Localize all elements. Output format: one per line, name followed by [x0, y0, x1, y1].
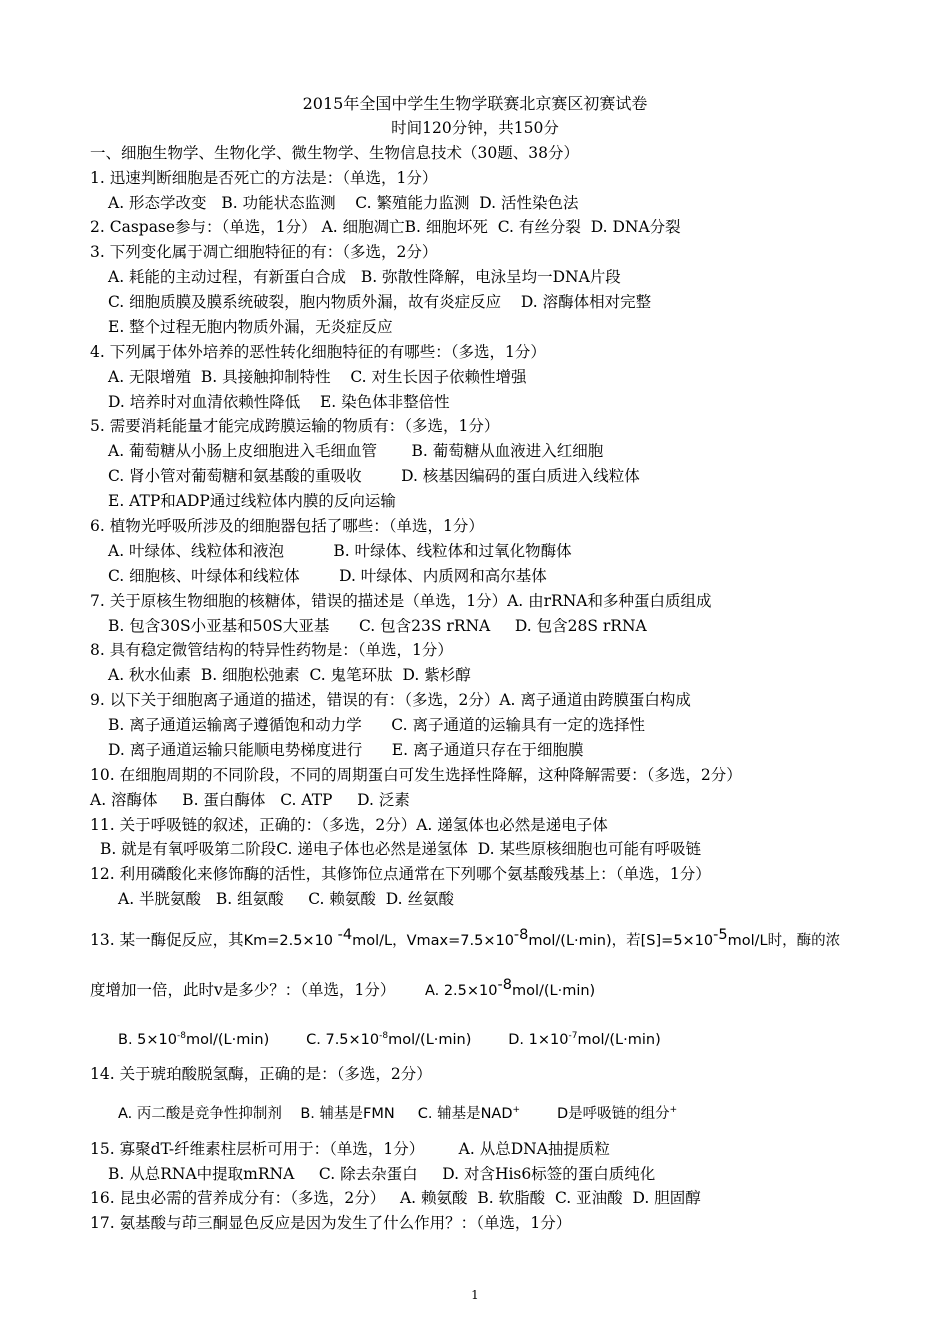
q13-question: 度增加一倍，此时v是多少？：（单选，1分） [90, 981, 396, 999]
question-2: 2. Caspase参与：（单选，1分） A. 细胞凋亡B. 细胞坏死 C. 有丝分裂 D. DNA分裂 [90, 218, 681, 236]
question-1: 1. 迅速判断细胞是否死亡的方法是：（单选，1分） [90, 169, 438, 187]
question-10-options: A. 溶酶体 B. 蛋白酶体 C. ATP D. 泛素 [90, 791, 410, 809]
question-9: 9. 以下关于细胞离子通道的描述，错误的有：（多选，2分）A. 离子通道由跨膜蛋白构成 [90, 691, 691, 709]
question-6: 6. 植物光呼吸所涉及的细胞器包括了哪些：（单选，1分） [90, 517, 484, 535]
q13-substrate-unit: mol/L时，酶的浓 [727, 933, 841, 949]
q13-substrate-exponent: -5 [713, 926, 728, 943]
question-3-option-cd: C. 细胞质膜及膜系统破裂，胞内物质外漏，故有炎症反应 D. 溶酶体相对完整 [108, 293, 652, 311]
question-15: 15. 寡聚dT-纤维素柱层析可用于：（单选，1分） A. 从总DNA抽提质粒 [90, 1140, 610, 1158]
question-9-options-bc: B. 离子通道运输离子遵循饱和动力学 C. 离子通道的运输具有一定的选择性 [108, 716, 645, 734]
question-3: 3. 下列变化属于凋亡细胞特征的有：（多选，2分） [90, 243, 438, 261]
question-8-options: A. 秋水仙素 B. 细胞松弛素 C. 鬼笔环肽 D. 紫杉醇 [108, 666, 471, 684]
q13-km: Km=2.5×10 [243, 933, 334, 949]
question-3-option-e: E. 整个过程无胞内物质外漏，无炎症反应 [108, 318, 393, 336]
question-13-line-2 [90, 976, 596, 1002]
q13-option-b: B. 5×10 [118, 1032, 177, 1048]
q13-option-c-unit: mol/(L·min) [388, 1032, 472, 1048]
q13-option-a: A. 2.5×10 [424, 983, 498, 999]
question-4-options-2: D. 培养时对血清依赖性降低 E. 染色体非整倍性 [108, 393, 450, 411]
question-7: 7. 关于原核生物细胞的核糖体，错误的描述是（单选，1分）A. 由rRNA和多种蛋白质组成 [90, 592, 712, 610]
q13-option-d-unit: mol/(L·min) [577, 1032, 661, 1048]
q13-km-exponent: -4 [337, 926, 353, 943]
question-4: 4. 下列属于体外培养的恶性转化细胞特征的有哪些：（多选，1分） [90, 343, 546, 361]
question-15-options: B. 从总RNA中提取mRNA C. 除去杂蛋白 D. 对含His6标签的蛋白质纯化 [108, 1165, 656, 1183]
question-7-options: B. 包含30S小亚基和50S大亚基 C. 包含23S rRNA D. 包含28S rRNA [108, 617, 647, 635]
question-5: 5. 需要消耗能量才能完成跨膜运输的物质有：（多选，1分） [90, 417, 500, 435]
question-13-text: 13. 某一酶促反应，其 [90, 931, 244, 949]
question-16: 16. 昆虫必需的营养成分有：（多选，2分） A. 赖氨酸 B. 软脂酸 C. 亚油酸 D. 胆固醇 [90, 1189, 701, 1207]
q13-vmax: mol/L，Vmax=7.5×10 [352, 933, 514, 949]
question-14-options [118, 1103, 677, 1125]
question-4-options-1: A. 无限增殖 B. 具接触抑制特性 C. 对生长因子依赖性增强 [108, 368, 527, 386]
page-number: 1 [471, 1288, 479, 1302]
q13-option-a-exponent: -8 [497, 976, 512, 993]
question-13-line-1 [90, 926, 841, 952]
time-info: 时间120分钟，共150分 [391, 119, 559, 137]
question-5-options-cd: C. 肾小管对葡萄糖和氨基酸的重吸收 D. 核基因编码的蛋白质进入线粒体 [108, 467, 640, 485]
q14-superscript-2: + [669, 1105, 678, 1116]
q13-option-d: D. 1×10 [508, 1032, 569, 1048]
question-8: 8. 具有稳定微管结构的特异性药物是：（单选，1分） [90, 641, 453, 659]
question-1-options: A. 形态学改变 B. 功能状态监测 C. 繁殖能力监测 D. 活性染色法 [108, 194, 579, 212]
q13-option-d-exponent: -7 [568, 1031, 578, 1042]
q14-superscript-1: + [512, 1105, 521, 1116]
question-10: 10. 在细胞周期的不同阶段，不同的周期蛋白可发生选择性降解，这种降解需要：（多选，2分） [90, 766, 742, 784]
question-5-option-e: E. ATP和ADP通过线粒体内膜的反向运输 [108, 492, 396, 510]
question-5-options-ab: A. 葡萄糖从小肠上皮细胞进入毛细血管 B. 葡萄糖从血液进入红细胞 [108, 442, 604, 460]
page-title: 2015年全国中学生生物学联赛北京赛区初赛试卷 [302, 94, 648, 113]
question-14: 14. 关于琥珀酸脱氢酶，正确的是：（多选，2分） [90, 1065, 432, 1083]
section-heading: 一、细胞生物学、生物化学、微生物学、生物信息技术（30题、38分） [90, 144, 579, 162]
question-12: 12. 利用磷酸化来修饰酶的活性，其修饰位点通常在下列哪个氨基酸残基上：（单选，1分） [90, 865, 711, 883]
question-3-option-ab: A. 耗能的主动过程，有新蛋白合成 B. 弥散性降解，电泳呈均一DNA片段 [108, 268, 621, 286]
q13-option-a-unit: mol/(L·min) [511, 983, 596, 999]
question-6-options-cd: C. 细胞核、叶绿体和线粒体 D. 叶绿体、内质网和高尔基体 [108, 567, 547, 585]
q13-substrate: mol/(L·min)，若[S]=5×10 [528, 933, 714, 949]
q14-option-d: D是呼吸链的组分 [556, 1106, 670, 1122]
question-13-options [118, 1029, 661, 1051]
question-9-options-de: D. 离子通道运输只能顺电势梯度进行 E. 离子通道只存在于细胞膜 [108, 741, 584, 759]
q13-option-b-exponent: -8 [177, 1031, 186, 1042]
q13-option-c: C. 7.5×10 [306, 1032, 380, 1048]
question-12-options: A. 半胱氨酸 B. 组氨酸 C. 赖氨酸 D. 丝氨酸 [118, 890, 454, 908]
question-11: 11. 关于呼吸链的叙述，正确的：（多选，2分）A. 递氢体也必然是递电子体 [90, 816, 608, 834]
q13-option-b-unit: mol/(L·min) [185, 1032, 270, 1048]
q14-options-abc: A. 丙二酸是竞争性抑制剂 B. 辅基是FMN C. 辅基是NAD [118, 1106, 513, 1122]
q13-option-c-exponent: -8 [379, 1031, 389, 1042]
q13-vmax-exponent: -8 [513, 926, 529, 943]
question-6-options-ab: A. 叶绿体、线粒体和液泡 B. 叶绿体、线粒体和过氧化物酶体 [108, 542, 572, 560]
question-17: 17. 氨基酸与茚三酮显色反应是因为发生了什么作用？：（单选，1分） [90, 1214, 572, 1232]
question-11-options: B. 就是有氧呼吸第二阶段C. 递电子体也必然是递氢体 D. 某些原核细胞也可能有呼吸链 [100, 840, 701, 858]
